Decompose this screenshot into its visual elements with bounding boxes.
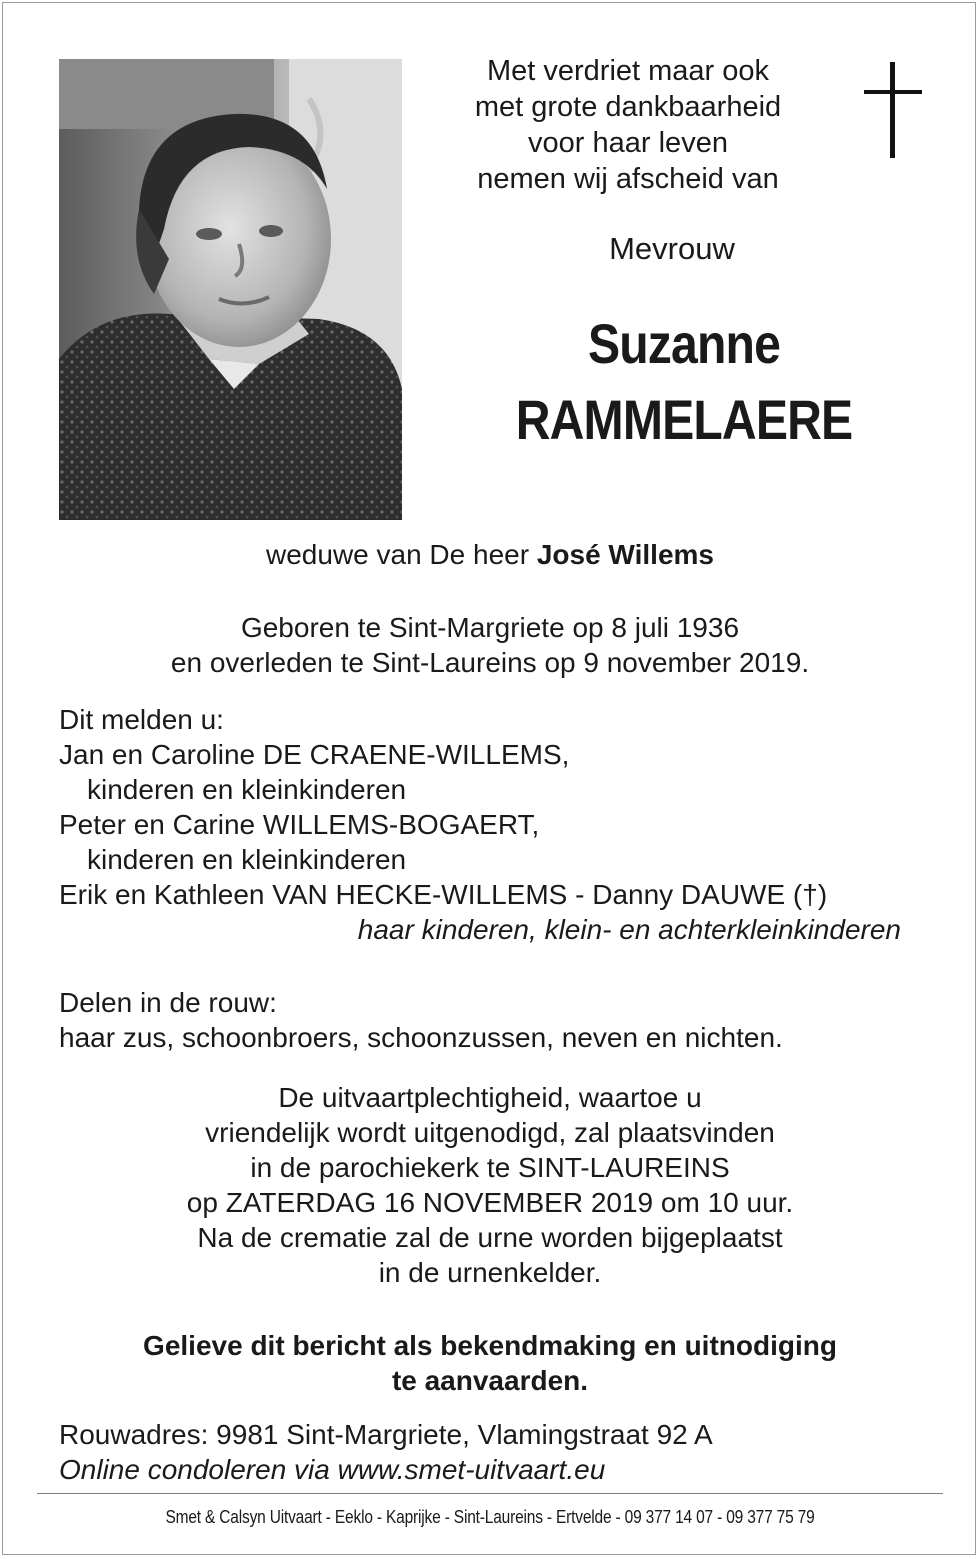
last-name: RAMMELAERE	[515, 388, 853, 451]
deceased-name	[466, 306, 903, 458]
mourners-heading: Delen in de rouw:	[59, 987, 277, 1018]
intro-text	[430, 53, 826, 197]
ceremony-line: De uitvaartplechtigheid, waartoe u	[278, 1082, 702, 1113]
notice-line: te aanvaarden.	[391, 1365, 589, 1396]
ceremony-line: in de urnenkelder.	[378, 1257, 602, 1288]
announcer-line: Peter en Carine WILLEMS-BOGAERT,	[59, 809, 540, 840]
online-condolence-link[interactable]: Online condoleren via www.smet-uitvaart.eu	[59, 1454, 606, 1485]
mourning-address: Rouwadres: 9981 Sint-Margriete, Vlamingstraat 92 A	[59, 1419, 713, 1450]
mourners-text: haar zus, schoonbroers, schoonzussen, neven en nichten.	[59, 1022, 783, 1053]
ceremony-block	[0, 1080, 980, 1290]
salutation: Mevrouw	[609, 231, 735, 266]
announcer-line: kinderen en kleinkinderen	[87, 844, 407, 875]
contact-block	[59, 1417, 713, 1487]
ceremony-line: in de parochiekerk te SINT-LAUREINS	[250, 1152, 730, 1183]
birth-line: Geboren te Sint-Margriete op 8 juli 1936	[240, 612, 740, 643]
announcer-line: Jan en Caroline DE CRAENE-WILLEMS,	[59, 739, 570, 770]
widow-line	[0, 537, 980, 572]
first-name: Suzanne	[587, 312, 780, 375]
intro-line: Met verdriet maar ook	[486, 55, 770, 87]
notice-block	[0, 1328, 980, 1398]
death-line: en overleden te Sint-Laureins op 9 november 2019.	[170, 647, 810, 678]
announcer-line: Erik en Kathleen VAN HECKE-WILLEMS - Danny DAUWE (†)	[59, 879, 828, 910]
life-dates	[0, 610, 980, 680]
intro-line: nemen wij afscheid van	[477, 163, 779, 195]
widow-prefix: weduwe van De heer	[266, 539, 537, 570]
notice-line: Gelieve dit bericht als bekendmaking en uitnodiging	[143, 1330, 837, 1361]
ceremony-line: Na de crematie zal de urne worden bijgeplaatst	[197, 1222, 783, 1253]
ceremony-line: vriendelijk wordt uitgenodigd, zal plaatsvinden	[205, 1117, 775, 1148]
ceremony-line: op ZATERDAG 16 NOVEMBER 2019 om 10 uur.	[186, 1187, 794, 1218]
intro-line: met grote dankbaarheid	[474, 91, 782, 123]
announcers-summary: haar kinderen, klein- en achterkleinkinderen	[357, 914, 901, 945]
announcers-block	[59, 702, 901, 947]
intro-line: voor haar leven	[528, 127, 728, 159]
announcer-line: kinderen en kleinkinderen	[87, 774, 407, 805]
announcers-heading: Dit melden u:	[59, 704, 224, 735]
cross-icon	[864, 62, 922, 158]
footer-divider	[37, 1493, 943, 1494]
portrait-image	[59, 59, 402, 520]
funeral-home-footer: Smet & Calsyn Uitvaart - Eeklo - Kaprijke - Sint-Laureins - Ertvelde - 09 377 14 07 - 09 377 75 79	[165, 1507, 815, 1527]
portrait-photo	[59, 59, 402, 520]
spouse-name: José Willems	[536, 539, 714, 570]
mourners-block	[59, 985, 783, 1055]
